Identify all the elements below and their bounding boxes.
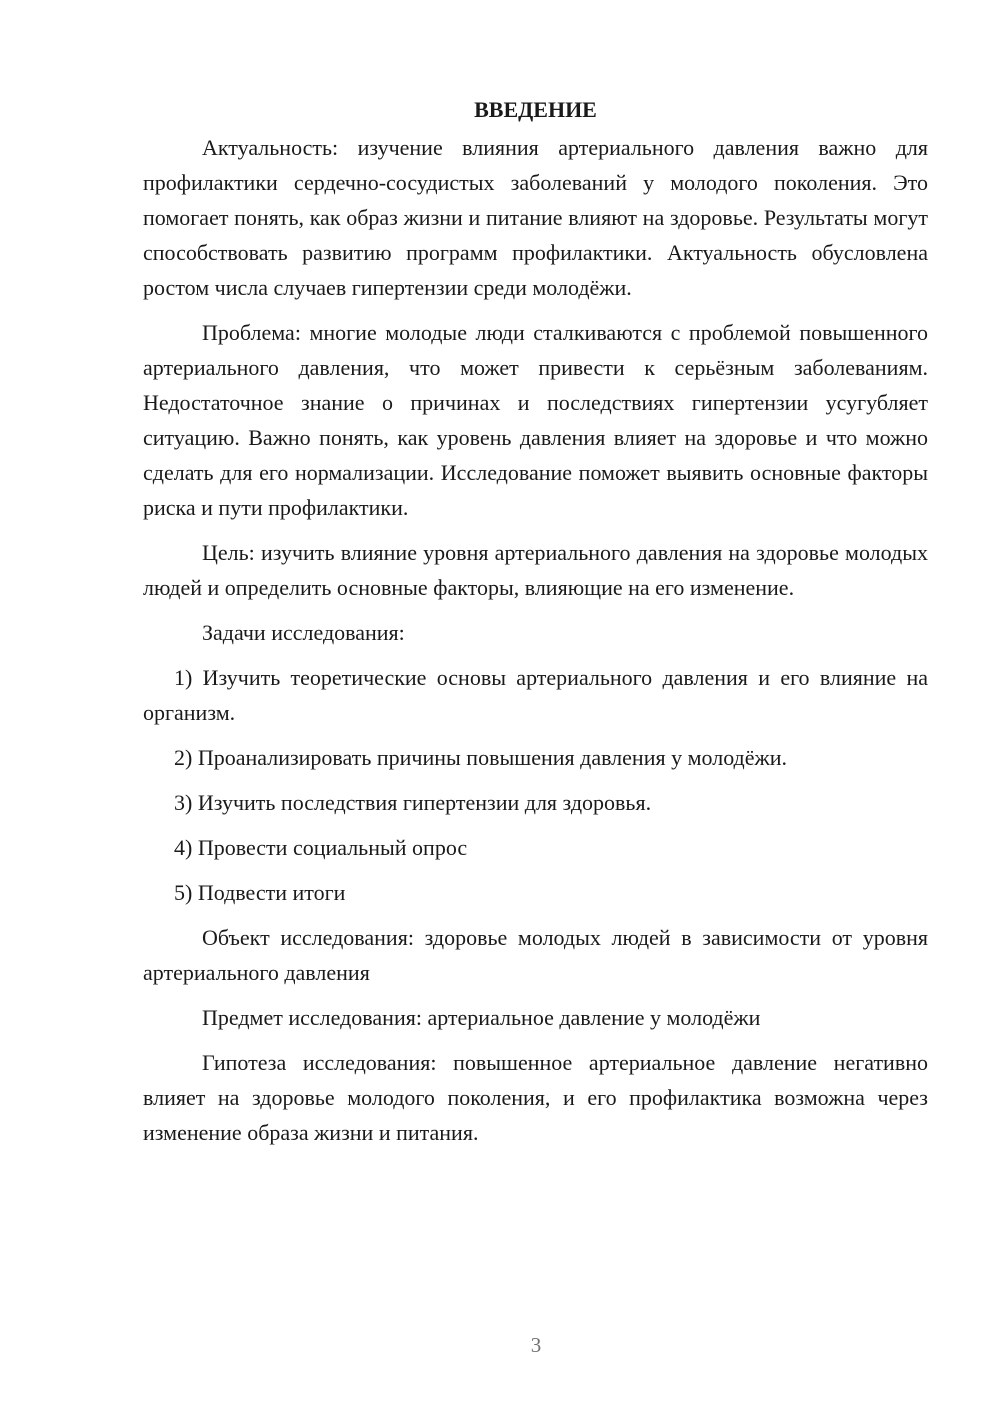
task-item-5: 5) Подвести итоги: [174, 880, 346, 905]
subject-paragraph: Предмет исследования: артериальное давление у молодёжи: [202, 1005, 761, 1030]
task-item-2: 2) Проанализировать причины повышения давления у молодёжи.: [174, 745, 787, 770]
goal-paragraph: Цель: изучить влияние уровня артериального давления на здоровье молодых людей и определить основные факторы, влияющие на его изменение.: [143, 540, 928, 600]
section-title: ВВЕДЕНИЕ: [474, 97, 597, 122]
task-item-4: 4) Провести социальный опрос: [174, 835, 468, 860]
task-item-1: 1) Изучить теоретические основы артериального давления и его влияние на организм.: [143, 665, 928, 725]
document-page: [143, 92, 928, 1160]
object-paragraph: Объект исследования: здоровье молодых людей в зависимости от уровня артериального давления: [143, 925, 928, 985]
hypothesis-paragraph: Гипотеза исследования: повышенное артериальное давление негативно влияет на здоровье молодого поколения, и его профилактика возможна через изменение образа жизни и питания.: [143, 1050, 928, 1145]
task-item-3: 3) Изучить последствия гипертензии для здоровья.: [174, 790, 652, 815]
tasks-heading: Задачи исследования:: [202, 620, 405, 645]
page-number: 3: [530, 1333, 542, 1357]
problem-paragraph: Проблема: многие молодые люди сталкиваются с проблемой повышенного артериального давления, что может привести к серьёзным заболеваниям. Недостаточное знание о причинах и последствиях гипертензии усугубляет ситуацию. Важно понять, как уровень давления влияет на здоровье и что можно сделать для его нормализации. Исследование поможет выявить основные факторы риска и пути профилактики.: [143, 320, 928, 520]
relevance-paragraph: Актуальность: изучение влияния артериального давления важно для профилактики сердечно-сосудистых заболеваний у молодого поколения. Это помогает понять, как образ жизни и питание влияют на здоровье. Результаты могут способствовать развитию программ профилактики. Актуальность обусловлена ростом числа случаев гипертензии среди молодёжи.: [143, 135, 928, 300]
